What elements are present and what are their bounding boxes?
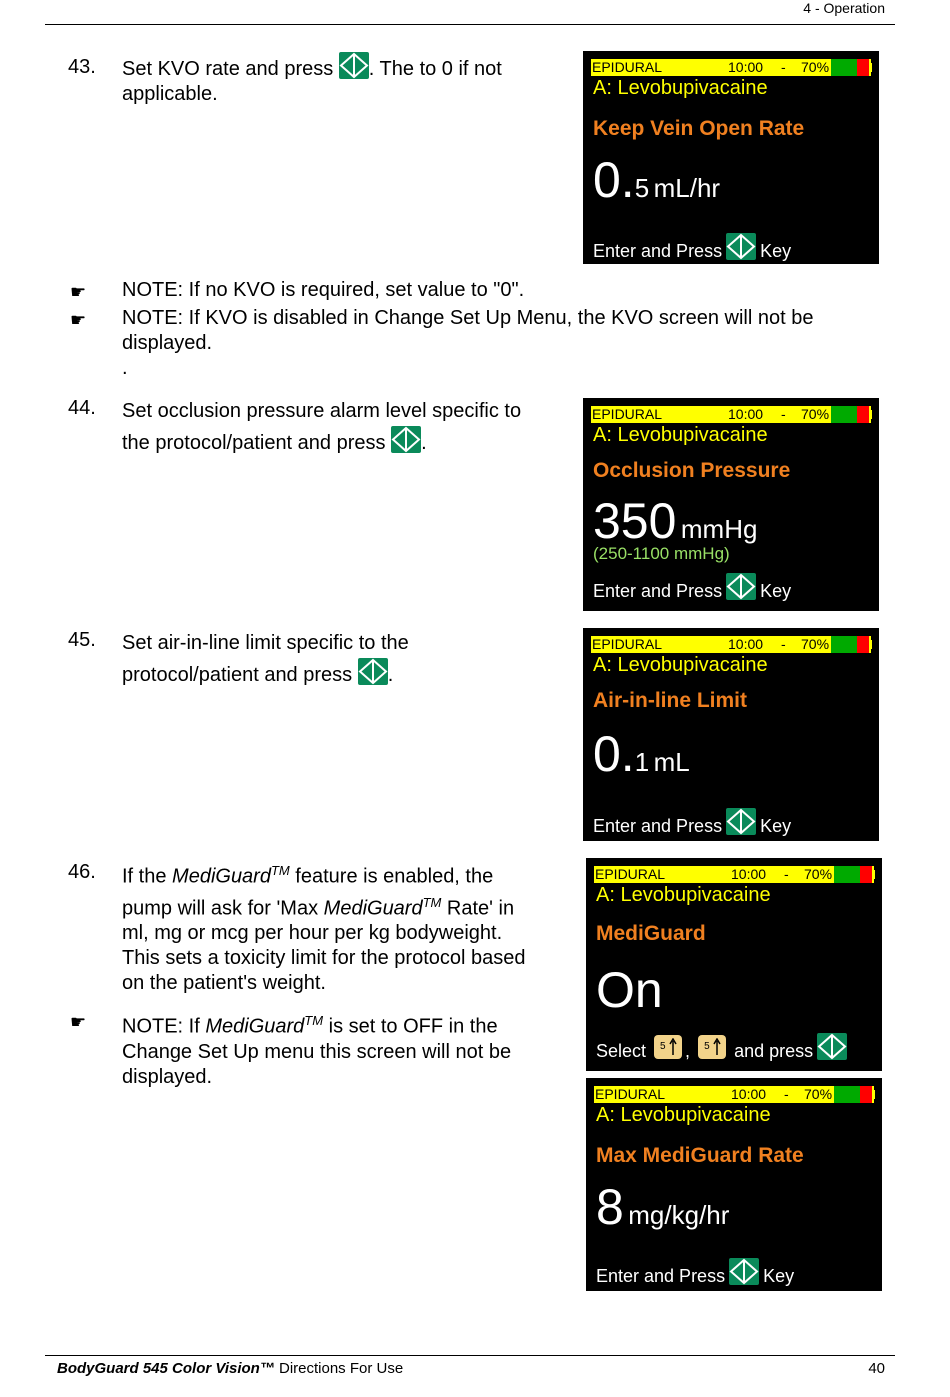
pointing-hand-icon: ☛ [70,282,87,302]
screen-title: Max MediGuard Rate [596,1144,804,1167]
screen-title: Keep Vein Open Rate [593,117,805,140]
enter-key-icon [391,426,421,453]
status-bar: EPIDURAL 10:00 - 70% [594,866,874,883]
value-display: 350 mmHg [593,493,758,549]
header-rule [45,24,895,25]
prompt-text: Select 5 , 5 and press [596,1033,851,1062]
step-number: 45. [68,629,96,651]
range-text: (250-1100 mmHg) [593,544,730,563]
enter-key-icon [817,1033,847,1060]
step-45-text: Set air-in-line limit specific to the protocol/patient and press . [122,632,409,686]
battery-icon [831,59,857,76]
screen-title: Occlusion Pressure [593,459,791,482]
drug-name: A: Levobupivacaine [593,77,768,99]
note-mediguard: NOTE: If MediGuard™ is set to OFF in the Change Set Up menu this screen will not be displayed. [122,1013,512,1088]
prompt-text: Enter and Press Key [593,233,791,262]
status-bar: EPIDURAL 10:00 - 70% [594,1086,874,1103]
prompt-text: Enter and Press Key [593,808,791,837]
footer-title: BodyGuard 545 Color Vision™ Directions For Use [57,1360,404,1377]
battery-icon [831,406,857,423]
status-bar: EPIDURAL 10:00 - 70% [591,636,871,653]
drug-name: A: Levobupivacaine [593,424,768,446]
step-number: 44. [68,397,96,419]
enter-key-icon [726,808,756,835]
screen-title: MediGuard [596,922,706,945]
pointing-hand-icon: ☛ [70,1012,87,1032]
enter-key-icon [726,233,756,260]
drug-name: A: Levobupivacaine [593,654,768,676]
drug-name: A: Levobupivacaine [596,1104,771,1126]
value-display: On [596,962,663,1018]
enter-key-icon [339,52,369,79]
step-43-text: Set KVO rate and press . The to 0 if not applicable. [122,52,502,107]
max-mediguard-rate-screen [586,1078,882,1291]
occlusion-screen [583,398,879,611]
step-44-text: Set occlusion pressure alarm level specific to the protocol/patient and press . [122,400,522,454]
footer-rule [45,1355,895,1356]
page-number: 40 [868,1360,885,1377]
note-kvo-2: NOTE: If KVO is disabled in Change Set Up Menu, the KVO screen will not be displayed. . [122,307,814,379]
step-number: 46. [68,861,96,883]
drug-name: A: Levobupivacaine [596,884,771,906]
battery-icon [834,1086,860,1103]
value-display: 0.1 mL [593,726,690,782]
status-bar: EPIDURAL 10:00 - 70% [591,406,871,423]
kvo-screen [583,51,879,264]
mediguard-screen [586,858,882,1071]
up-arrow-key-icon: 5 [654,1035,682,1059]
battery-icon [834,866,860,883]
enter-key-icon [358,658,388,685]
enter-key-icon [726,573,756,600]
step-46-text: If the MediGuard™ feature is enabled, the pump will ask for 'Max MediGuard™ Rate' in ml, mg or mcg per hour per kg bodyweight. This sets a toxicity limit for the protocol based on the patient's weight. [122,863,526,995]
status-bar: EPIDURAL 10:00 - 70% [591,59,871,76]
pointing-hand-icon: ☛ [70,310,87,330]
section-header: 4 - Operation [803,0,885,16]
enter-key-icon [729,1258,759,1285]
note-kvo-1: NOTE: If no KVO is required, set value to "0". [122,279,525,301]
prompt-text: Enter and Press Key [593,573,791,602]
value-display: 8 mg/kg/hr [596,1179,730,1235]
up-arrow-key-icon: 5 [698,1035,726,1059]
battery-icon [831,636,857,653]
screen-title: Air-in-line Limit [593,689,747,712]
prompt-text: Enter and Press Key [596,1258,794,1287]
air-in-line-screen [583,628,879,841]
step-number: 43. [68,56,96,78]
value-display: 0.5 mL/hr [593,152,721,208]
